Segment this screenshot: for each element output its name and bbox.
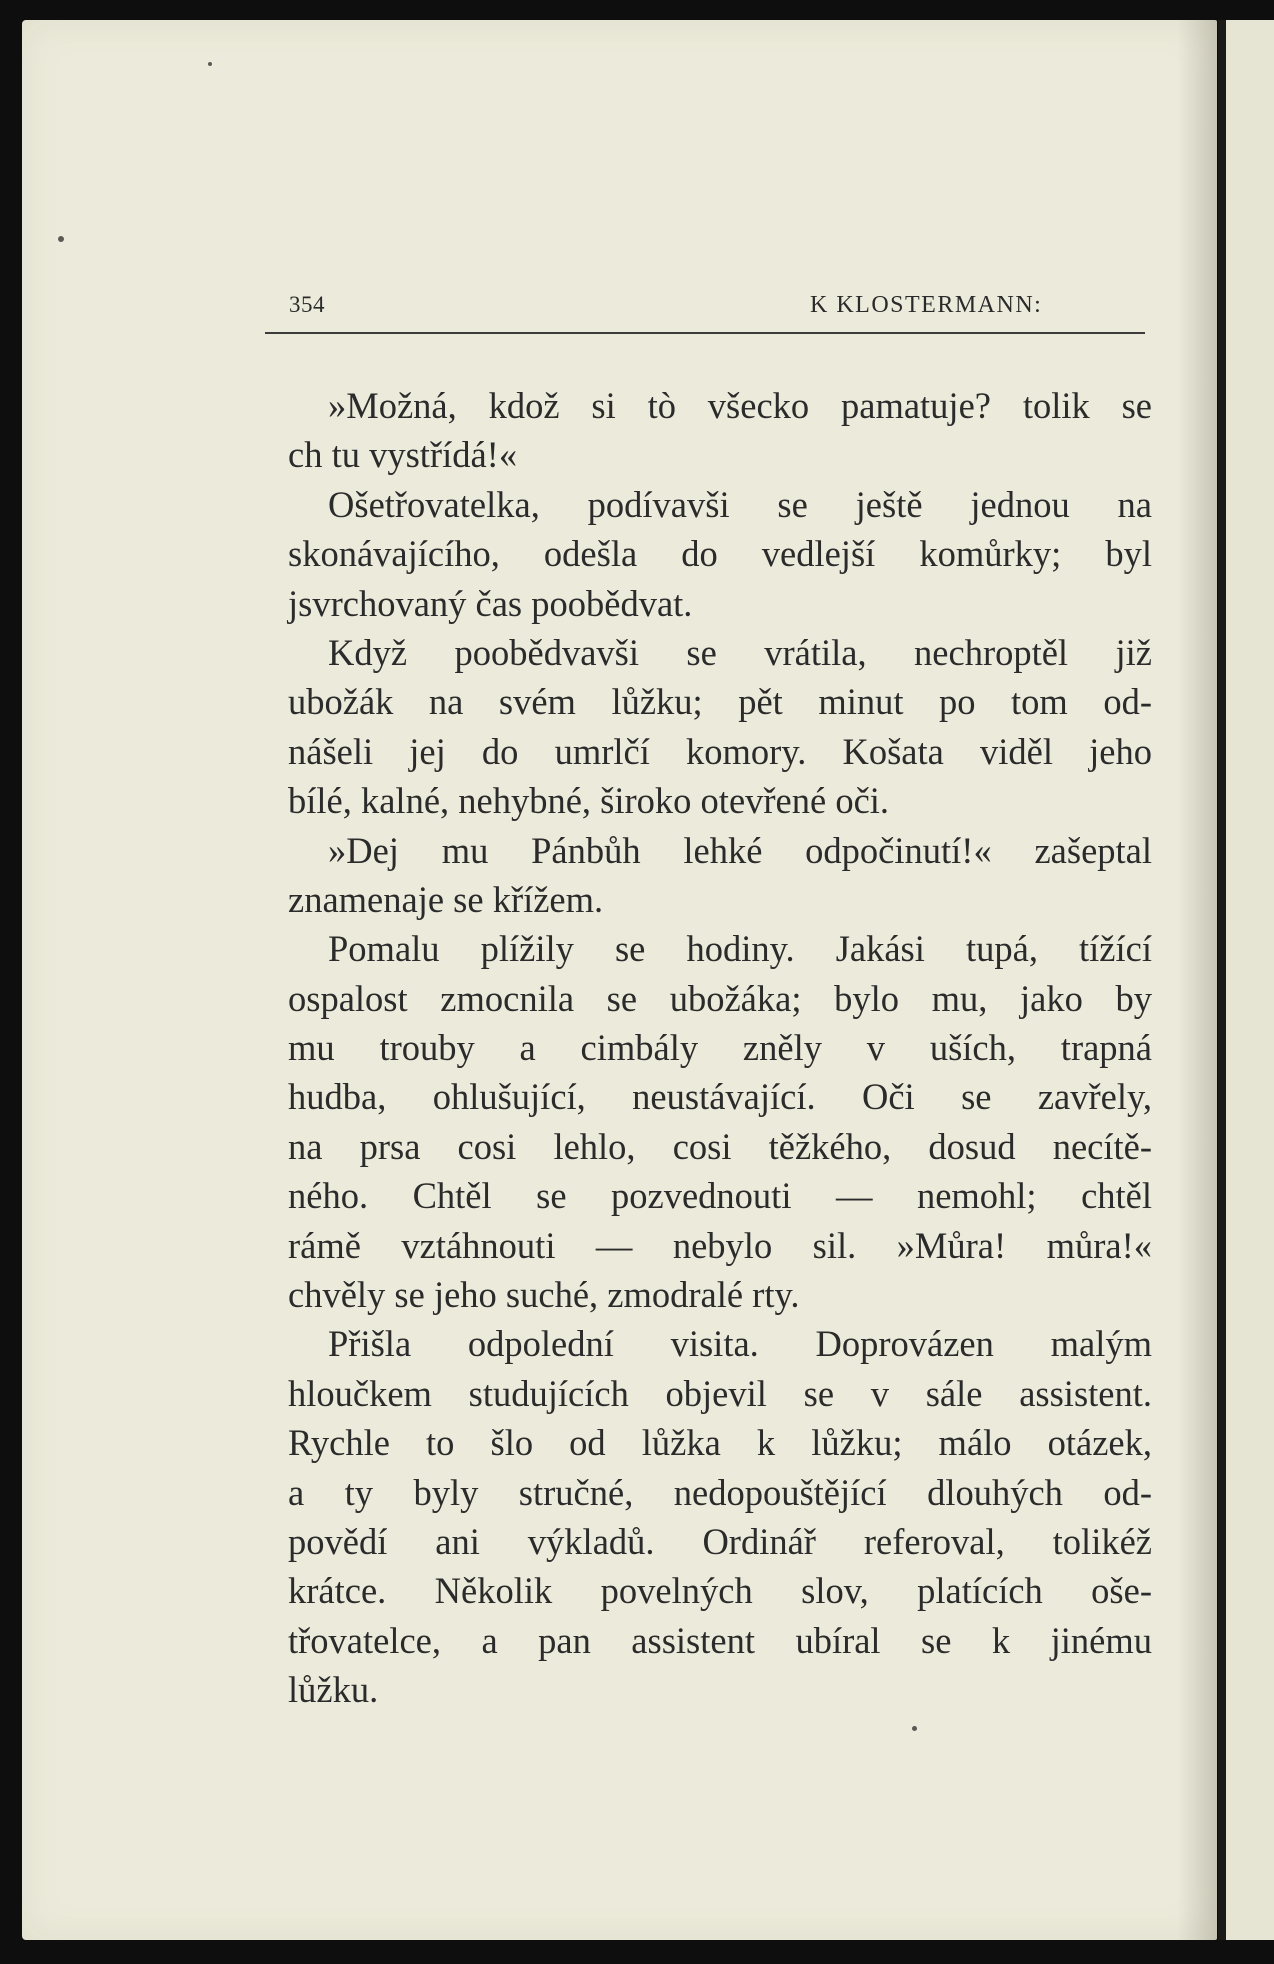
text-line: Ošetřovatelka, podívavši se ještě jednou na bbox=[328, 483, 1152, 525]
page-header bbox=[265, 290, 1145, 334]
gutter-shadow bbox=[1177, 20, 1217, 1940]
text-line: bílé, kalné, nehybné, široko otevřené oči. bbox=[288, 780, 890, 822]
text-line: Přišla odpolední visita. Doprovázen malým bbox=[328, 1323, 1152, 1365]
text-line: ubožák na svém lůžku; pět minut po tom od- bbox=[288, 681, 1152, 723]
binding-edge bbox=[1218, 20, 1226, 1940]
text-line: jsvrchovaný čas poobědvat. bbox=[288, 582, 693, 624]
text-line: třovatelce, a pan assistent ubíral se k jinému bbox=[288, 1619, 1152, 1661]
text-line: znamenaje se křížem. bbox=[288, 878, 604, 920]
text-line: skonávajícího, odešla do vedlejší komůrky; byl bbox=[288, 533, 1152, 575]
text-line: Pomalu plížily se hodiny. Jakási tupá, tížící bbox=[328, 928, 1152, 970]
adjacent-page-edge bbox=[1226, 20, 1274, 1940]
text-line: hudba, ohlušující, neustávající. Oči se zavřely, bbox=[288, 1076, 1152, 1118]
body-text bbox=[288, 381, 1152, 1715]
text-line: lůžku. bbox=[288, 1669, 379, 1711]
text-line: Když poobědvavši se vrátila, nechroptěl již bbox=[328, 631, 1152, 673]
text-line: ch tu vystřídá!« bbox=[288, 434, 518, 476]
speck bbox=[912, 1726, 917, 1731]
text-line: krátce. Několik povelných slov, platících oše- bbox=[288, 1570, 1152, 1612]
text-line: mu trouby a cimbály zněly v uších, trapná bbox=[288, 1027, 1152, 1069]
text-line: ospalost zmocnila se ubožáka; bylo mu, jako by bbox=[288, 977, 1152, 1019]
page-number: 354 bbox=[289, 292, 325, 317]
text-line: Rychle to šlo od lůžka k lůžku; málo otázek, bbox=[288, 1422, 1152, 1464]
text-line: povědí ani výkladů. Ordinář referoval, tolikéž bbox=[288, 1520, 1152, 1562]
text-line: na prsa cosi lehlo, cosi těžkého, dosud necítě- bbox=[288, 1125, 1152, 1167]
text-line: a ty byly stručné, nedopouštějící dlouhých od- bbox=[288, 1471, 1152, 1513]
text-line: nášeli jej do umrlčí komory. Košata viděl jeho bbox=[288, 730, 1152, 772]
speck bbox=[58, 236, 64, 242]
text-line: ného. Chtěl se pozvednouti — nemohl; chtěl bbox=[288, 1175, 1152, 1217]
text-line: »Dej mu Pánbůh lehké odpočinutí!« zašeptal bbox=[328, 829, 1152, 871]
running-head: K KLOSTERMANN: bbox=[810, 292, 1043, 318]
speck bbox=[208, 62, 212, 66]
text-line: chvěly se jeho suché, zmodralé rty. bbox=[288, 1274, 800, 1316]
text-line: »Možná, kdož si tò všecko pamatuje? tolik se bbox=[328, 385, 1152, 426]
text-line: rámě vztáhnouti — nebylo sil. »Můra! můra!« bbox=[288, 1224, 1152, 1266]
text-line: hloučkem studujících objevil se v sále assistent. bbox=[288, 1372, 1152, 1414]
